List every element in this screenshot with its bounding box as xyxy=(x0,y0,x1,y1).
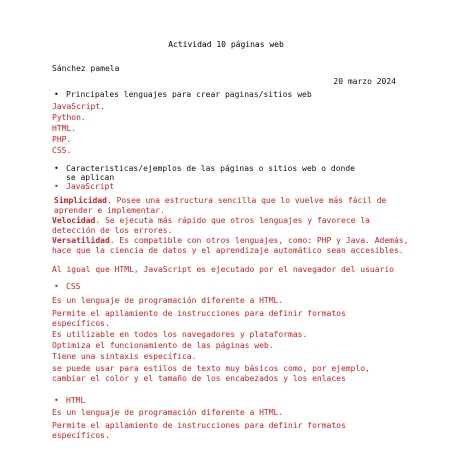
simplicidad-label: Simplicidad xyxy=(54,196,107,205)
html-line: Permite el apilamiento de instrucciones para definir formatos específicos. xyxy=(52,421,346,440)
simplicidad-paragraph xyxy=(54,196,414,215)
versatilidad-text: . Es compatible con otros lenguajes, como: PHP y Java. Además, hace que la ciencia de datos y el aprendizaje automático sean accesibles. xyxy=(52,236,409,255)
html-bullet: • HTML xyxy=(66,396,85,406)
css-bullet: • CSS xyxy=(66,282,80,292)
list-item: CSS. xyxy=(52,146,72,155)
css-line: Es un lenguaje de programación diferente a HTML. xyxy=(52,296,284,305)
velocidad-label: Velocidad xyxy=(52,216,96,225)
js-html-paragraph: Al igual que HTML, JavaScript es ejecutado por el navegador del usuario xyxy=(52,265,394,274)
css-line: Permite el apilamiento de instrucciones para definir formatos específicos. xyxy=(52,309,346,328)
list-item: PHP. xyxy=(52,135,72,144)
versatilidad-label: Versatilidad xyxy=(52,236,110,245)
css-line: Es utilizable en todos los navegadores y plataformas. xyxy=(52,330,308,339)
simplicidad-text: . Posee una estructura sencilla que lo vuelve más fácil de aprender e implementar. xyxy=(54,196,387,215)
javascript-bullet: • JavaScript xyxy=(66,182,114,192)
velocidad-text: . Se ejecuta más rápido que otros lenguajes y favorece la detección de los errores. xyxy=(52,216,370,235)
html-line: Es un lenguaje de programación diferente a HTML. xyxy=(52,408,284,417)
list-item: Python. xyxy=(52,113,86,122)
section1-heading: • Principales lenguajes para crear paginas/sitios web xyxy=(66,90,312,100)
css-line: Tiene una sintaxis específica. xyxy=(52,352,197,361)
list-item: JavaScript. xyxy=(52,102,105,111)
section2-heading-cont: se aplican xyxy=(66,173,115,182)
css-line: Optimiza el funcionamiento de las páginas web. xyxy=(52,341,274,350)
document-date: 20 marzo 2024 xyxy=(333,77,396,86)
list-item: HTML. xyxy=(52,124,77,133)
css-line: se puede usar para estilos de texto muy básicos como, por ejemplo, cambiar el color y el tamaño de los encabezados y los enlaces xyxy=(52,364,370,383)
author-name: Sánchez pamela xyxy=(52,64,120,73)
document-title: Actividad 10 páginas web xyxy=(168,40,284,49)
versatilidad-paragraph xyxy=(52,236,412,255)
velocidad-paragraph xyxy=(52,216,412,235)
section2-heading: • Caracteristicas/ejemplos de las páginas o sitios web o donde xyxy=(66,164,355,174)
